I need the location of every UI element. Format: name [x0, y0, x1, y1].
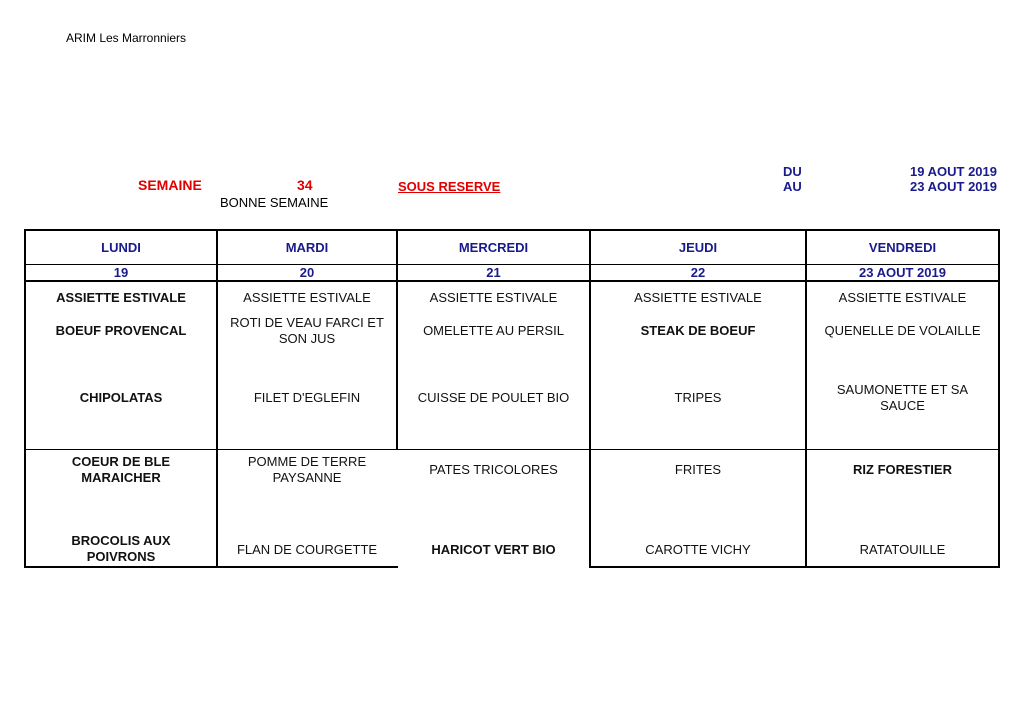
menu-entree: ASSIETTE ESTIVALE — [429, 290, 558, 305]
week-label: SEMAINE — [138, 177, 202, 193]
menu-accompagnement-2: FLAN DE COURGETTE — [236, 542, 378, 557]
menu-plat-2: CHIPOLATAS — [79, 390, 163, 405]
bonne-semaine-text: BONNE SEMAINE — [220, 195, 329, 210]
sous-reserve-note: SOUS RESERVE — [398, 179, 501, 194]
day-date-lundi: 19 — [113, 264, 129, 280]
menu-accompagnement-2: CAROTTE VICHY — [645, 542, 751, 557]
menu-accompagnement-1: RIZ FORESTIER — [853, 462, 952, 477]
au-label: AU — [783, 179, 802, 194]
menu-plat-2: FILET D'EGLEFIN — [253, 390, 361, 405]
menu-plat-1: ROTI DE VEAU FARCI ET SON JUS — [230, 315, 384, 346]
day-date-mardi: 20 — [299, 264, 315, 280]
au-date: 23 AOUT 2019 — [910, 179, 997, 194]
menu-plat-2: TRIPES — [674, 390, 722, 405]
menu-plat-2: SAUMONETTE ET SA SAUCE — [836, 382, 969, 413]
menu-plat-1: BOEUF PROVENCAL — [55, 323, 187, 338]
menu-entree: ASSIETTE ESTIVALE — [56, 290, 186, 305]
menu-plat-1: QUENELLE DE VOLAILLE — [824, 323, 981, 338]
menu-accompagnement-2: RATATOUILLE — [859, 542, 946, 557]
day-header-jeudi: JEUDI — [678, 239, 718, 255]
table-divider-middle — [24, 449, 1000, 450]
menu-accompagnement-1: PATES TRICOLORES — [429, 462, 558, 477]
day-header-vendredi: VENDREDI — [868, 239, 937, 255]
day-header-lundi: LUNDI — [101, 239, 141, 255]
organization-name: ARIM Les Marronniers — [66, 31, 187, 45]
day-date-jeudi: 22 — [690, 264, 706, 280]
day-date-vendredi: 23 AOUT 2019 — [859, 264, 946, 280]
day-header-mardi: MARDI — [285, 239, 329, 255]
menu-entree: ASSIETTE ESTIVALE — [838, 290, 967, 305]
week-number: 34 — [297, 177, 313, 193]
menu-plat-1: STEAK DE BOEUF — [640, 323, 756, 338]
menu-plat-2: CUISSE DE POULET BIO — [417, 390, 570, 405]
du-label: DU — [783, 164, 802, 179]
menu-accompagnement-1: FRITES — [674, 462, 722, 477]
menu-entree: ASSIETTE ESTIVALE — [243, 290, 371, 305]
menu-accompagnement-2: HARICOT VERT BIO — [431, 542, 556, 557]
table-border-right — [998, 229, 1000, 568]
menu-plat-1: OMELETTE AU PERSIL — [423, 323, 564, 338]
table-divider-dates — [24, 280, 1000, 282]
du-date: 19 AOUT 2019 — [910, 164, 997, 179]
menu-accompagnement-1: COEUR DE BLE MARAICHER — [71, 454, 171, 485]
menu-accompagnement-2: BROCOLIS AUX POIVRONS — [71, 533, 171, 564]
menu-entree: ASSIETTE ESTIVALE — [634, 290, 762, 305]
day-header-mercredi: MERCREDI — [458, 239, 529, 255]
day-date-mercredi: 21 — [486, 264, 501, 280]
menu-accompagnement-1: POMME DE TERRE PAYSANNE — [247, 454, 367, 485]
